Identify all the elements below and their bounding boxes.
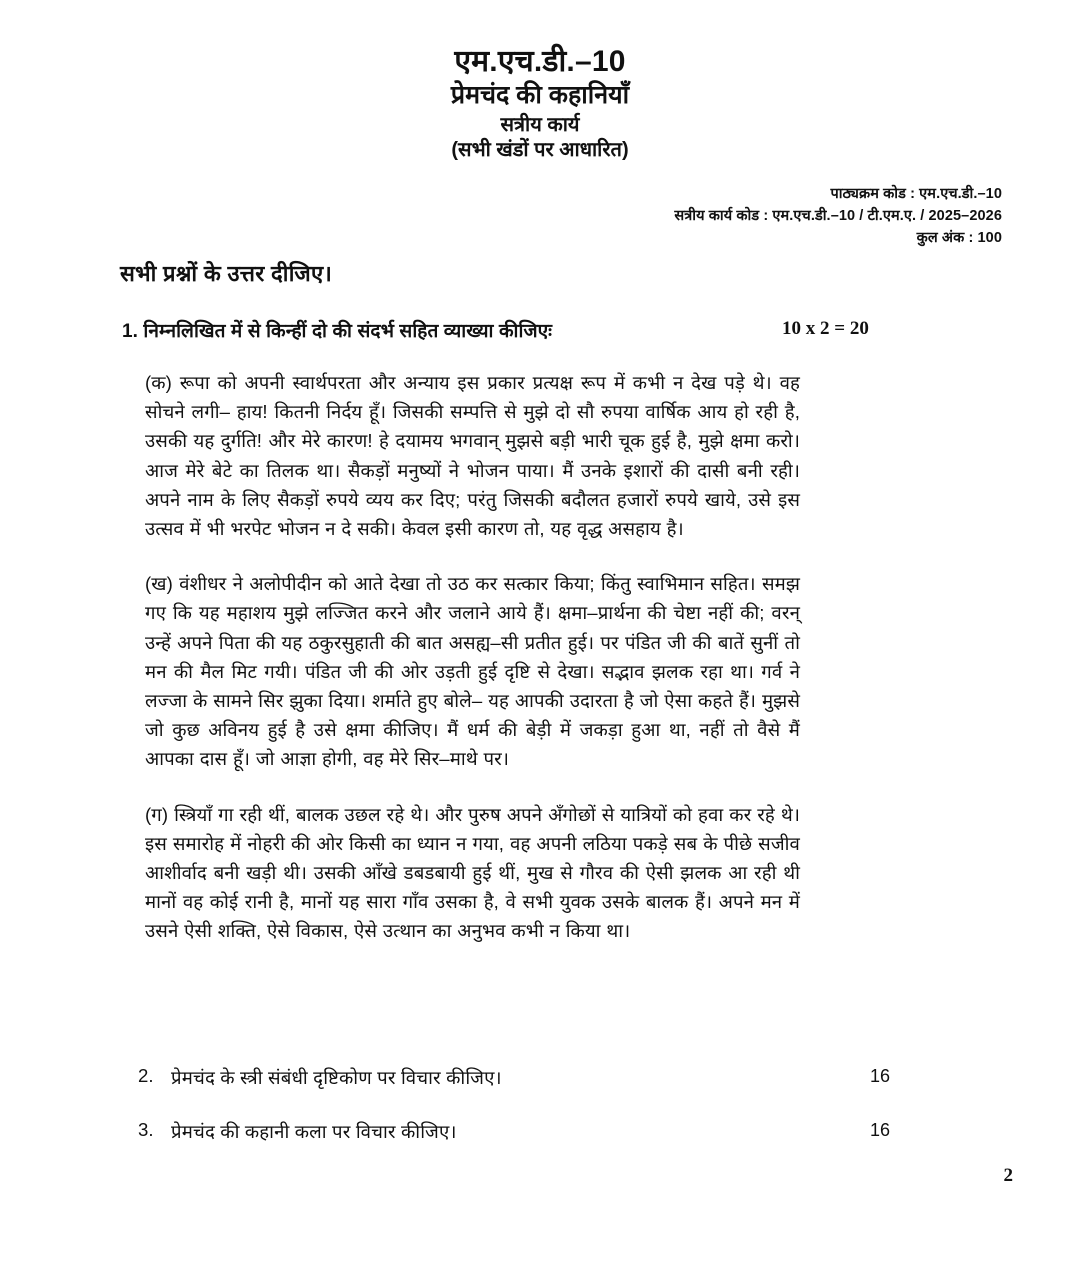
document-header [0, 44, 1080, 163]
question-2-text: प्रेमचंद के स्त्री संबंधी दृष्टिकोण पर विचार कीजिए। [171, 1067, 502, 1088]
question-2-number: 2. [138, 1065, 154, 1086]
question-1-marks: 10 x 2 = 20 [782, 318, 869, 339]
question-1-row [122, 317, 958, 343]
passage-ga: (ग) स्त्रियाँ गा रही थीं, बालक उछल रहे थे। और पुरुष अपने अँगोछों से यात्रियों को हवा कर रहे थे। इस समारोह में नोहरी की ओर किसी का ध्यान न गया, वह अपनी लठिया पकड़े सब के पीछे सजीव आशीर्वाद बनी खड़ी थी। उसकी आँखे डबडबायी हुई थीं, मुख से गौरव की ऐसी झलक आ रही थी मानों वह कोई रानी है, मानों यह सारा गाँव उसका है, वे सभी युवक उसके बालक हैं। अपने मन में उसने ऐसी शक्ति, ऐसे विकास, ऐसे उत्थान का अनुभव कभी न किया था। [145, 803, 800, 942]
general-instruction: सभी प्रश्नों के उत्तर दीजिए। [120, 261, 333, 286]
assignment-meta-block [674, 183, 1002, 249]
assignment-scope: (सभी खंडों पर आधारित) [451, 139, 629, 162]
question-item-2 [138, 1065, 958, 1119]
course-name: प्रेमचंद की कहानियाँ [450, 81, 630, 110]
question-3-number: 3. [138, 1119, 154, 1140]
course-code-line: पाठ्यक्रम कोड : एम.एच.डी.–10 [830, 186, 1002, 202]
course-code-title: एम.एच.डी.–10 [454, 45, 626, 78]
assignment-type: सत्रीय कार्य [500, 113, 580, 136]
passage-ka: (क) रूपा को अपनी स्वार्थपरता और अन्याय इस प्रकार प्रत्यक्ष रूप में कभी न देख पड़े थे। वह सोचने लगी– हाय! कितनी निर्दय हूँ। जिसकी सम्पत्ति से मुझे दो सौ रुपया वार्षिक आय हो रही है, उसकी यह दुर्गति! और मेरे कारण! हे दयामय भगवान् मुझसे बड़ी भारी चूक हुई है, मुझे क्षमा करो। आज मेरे बेटे का तिलक था। सैकड़ों मनुष्यों ने भोजन पाया। मैं उनके इशारों की दासी बनी रही। अपने नाम के लिए सैकड़ों रुपये व्यय कर दिए; परंतु जिसकी बदौलत हजारों रुपये खाये, उसे इस उत्सव में भी भरपेट भोजन न दे सकी। केवल इसी कारण तो, यह वृद्ध असहाय है। [145, 372, 800, 540]
page-number: 2 [1003, 1165, 1013, 1186]
question-3-text: प्रेमचंद की कहानी कला पर विचार कीजिए। [171, 1121, 457, 1142]
question-list [138, 1065, 958, 1173]
total-marks-line: कुल अंक : 100 [916, 230, 1002, 247]
question-3-marks: 16 [870, 1120, 891, 1140]
assignment-code-line: सत्रीय कार्य कोड : एम.एच.डी.–10 / टी.एम.ए. / 2025–2026 [674, 208, 1002, 225]
passage-kha: (ख) वंशीधर ने अलोपीदीन को आते देखा तो उठ कर सत्कार किया; किंतु स्वाभिमान सहित। समझ गए कि यह महाशय मुझे लज्जित करने और जलाने आये हैं। क्षमा–प्रार्थना की चेष्टा नहीं की; वरन् उन्हें अपने पिता की यह ठकुरसुहाती की बात असह्य–सी प्रतीत हुई। पर पंडित जी की बातें सुनीं तो मन की मैल मिट गयी। पंडित जी की ओर उड़ती हुई दृष्टि से देखा। सद्भाव झलक रहा था। गर्व ने लज्जा के सामने सिर झुका दिया। शर्माते हुए बोले– यह आपकी उदारता है जो ऐसा कहते हैं। मुझसे जो कुछ अविनय हुई है उसे क्षमा कीजिए। मैं धर्म की बेड़ी में जकड़ा हुआ था, नहीं तो वैसे मैं आपका दास हूँ। जो आज्ञा होगी, वह मेरे सिर–माथे पर। [145, 573, 800, 770]
question-1-passages [145, 368, 800, 946]
question-1-text: 1. निम्नलिखित में से किन्हीं दो की संदर्भ सहित व्याख्या कीजिएः [122, 321, 553, 342]
question-2-marks: 16 [870, 1066, 891, 1086]
